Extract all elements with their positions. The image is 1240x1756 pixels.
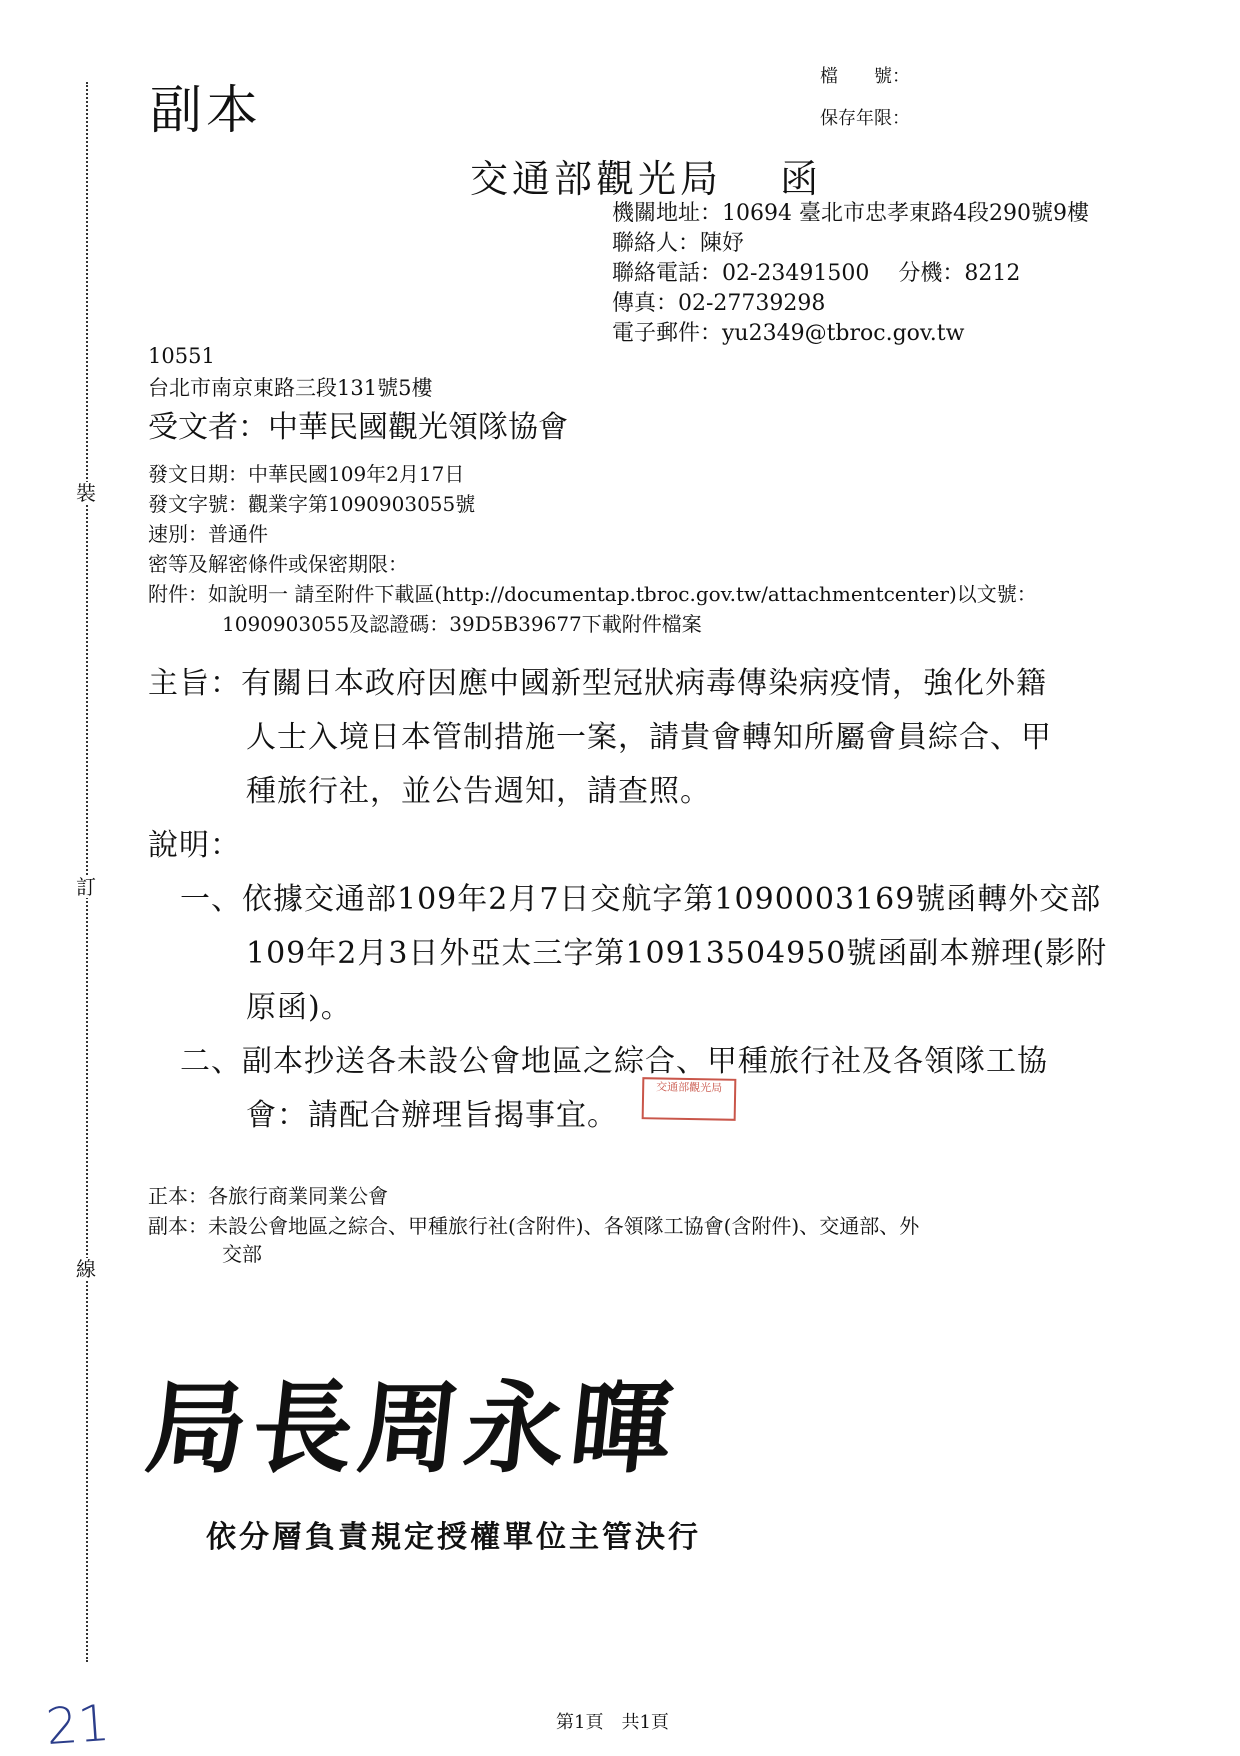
attachment-line-2: 1090903055及認證碼：39D5B39677下載附件檔案 (222, 612, 702, 636)
speed-class: 速別：普通件 (148, 522, 268, 546)
explanation-label: 說明： (148, 828, 241, 863)
handwritten-number: 21 (44, 1693, 112, 1756)
binding-mark-zhuang: 裝 (76, 481, 96, 505)
recipient-postcode: 10551 (148, 344, 215, 368)
receiver: 受文者：中華民國觀光領隊協會 (148, 410, 568, 445)
binding-mark-ding: 訂 (76, 875, 96, 899)
subject-line-3: 種旅行社，並公告週知，請查照。 (246, 774, 711, 809)
director-signature: 局長周永暉 (140, 1369, 684, 1487)
distribution-original: 正本：各旅行商業同業公會 (148, 1184, 388, 1208)
official-seal: 交通部觀光局 (642, 1077, 737, 1121)
contact-phone: 聯絡電話：02-23491500 分機：8212 (612, 261, 1021, 286)
copy-mark: 副本 (150, 81, 263, 141)
contact-fax: 傳真：02-27739298 (612, 291, 826, 316)
issue-date: 發文日期：中華民國109年2月17日 (148, 462, 465, 486)
distribution-copy-line-1: 副本：未設公會地區之綜合、甲種旅行社(含附件)、各領隊工協會(含附件)、交通部、外 (148, 1214, 920, 1238)
retention-label: 保存年限： (820, 108, 910, 129)
file-number-label: 檔 號： (820, 66, 910, 87)
page-footer: 第1頁 共1頁 (556, 1712, 669, 1733)
secrecy-conditions: 密等及解密條件或保密期限： (148, 552, 408, 576)
contact-email: 電子郵件：yu2349@tbroc.gov.tw (612, 321, 965, 346)
recipient-address: 台北市南京東路三段131號5樓 (148, 376, 433, 400)
binding-mark-xian: 線 (76, 1257, 96, 1281)
binding-dotted-line (86, 82, 88, 1662)
agency-address: 機關地址：10694 臺北市忠孝東路4段290號9樓 (612, 201, 1089, 226)
item-2-line-1: 二、副本抄送各未設公會地區之綜合、甲種旅行社及各領隊工協 (180, 1044, 1048, 1079)
issue-number: 發文字號：觀業字第1090903055號 (148, 492, 476, 516)
contact-person: 聯絡人：陳妤 (612, 231, 745, 256)
attachment-line-1: 附件：如說明一 請至附件下載區(http://documentap.tbroc.gov.tw/attachmentcenter)以文號： (148, 582, 1037, 606)
subject-line-2: 人士入境日本管制措施一案，請貴會轉知所屬會員綜合、甲 (246, 720, 1052, 755)
document-title: 交通部觀光局 函 (470, 157, 823, 201)
item-1-line-2: 109年2月3日外亞太三字第10913504950號函副本辦理(影附 (246, 936, 1108, 971)
item-1-line-3: 原函)。 (246, 990, 352, 1025)
item-2-line-2: 會：請配合辦理旨揭事宜。 (246, 1098, 618, 1133)
distribution-copy-line-2: 交部 (222, 1242, 262, 1266)
authority-note: 依分層負責規定授權單位主管決行 (206, 1520, 701, 1555)
subject-line-1: 主旨：有關日本政府因應中國新型冠狀病毒傳染病疫情，強化外籍 (148, 666, 1047, 701)
item-1-line-1: 一、依據交通部109年2月7日交航字第1090003169號函轉外交部 (180, 882, 1102, 917)
